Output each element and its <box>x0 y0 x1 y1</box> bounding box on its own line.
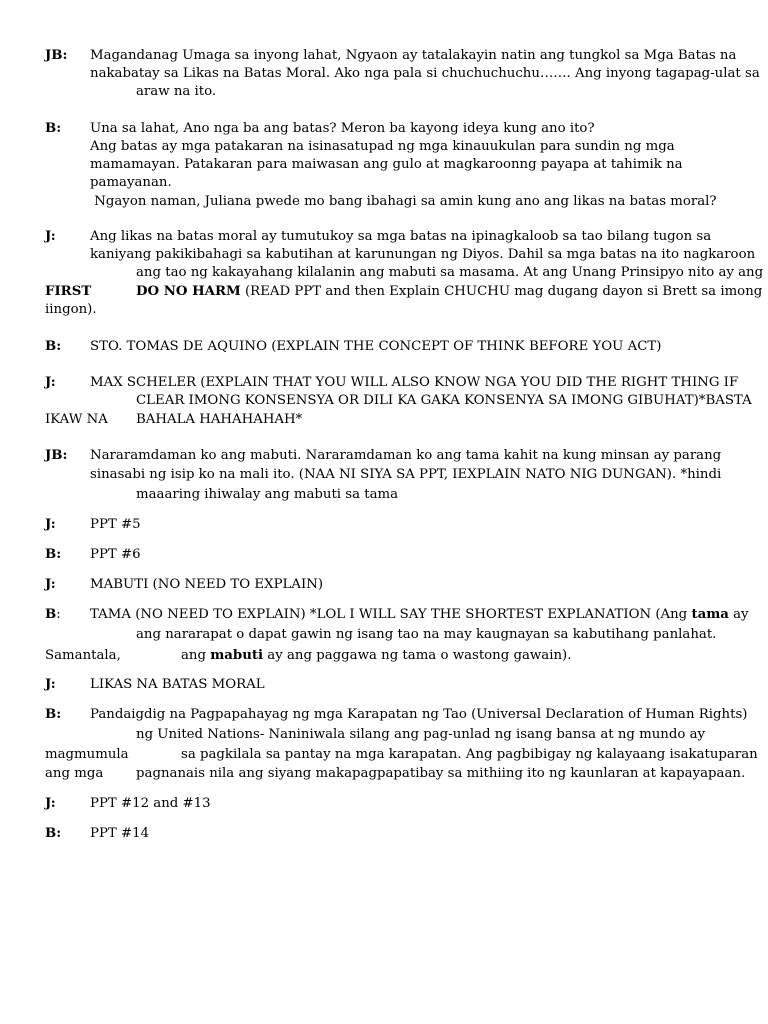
speaker-label: J: <box>45 577 56 592</box>
speaker-label: JB: <box>45 448 68 463</box>
entry-line <box>181 647 571 665</box>
entry-line: sinasabi ng isip ko na mali ito. (NAA NI SIYA SA PPT, IEXPLAIN NATO NIG DUNGAN). *hindi <box>90 467 722 482</box>
entry-line: PPT #14 <box>90 826 150 841</box>
entry-line: Ngayon naman, Juliana pwede mo bang ibahagi sa amin kung ano ang likas na batas moral? <box>90 194 717 209</box>
entry-line: ng United Nations- Naniniwala silang ang pag-unlad ng isang bansa at ng mundo ay <box>136 727 706 742</box>
entry-line: kaniyang pakikibahagi sa kabutihan at karunungan ng Diyos. Dahil sa mga batas na ito nagkaroon <box>90 247 756 262</box>
text-segment: ay ang paggawa ng tama o wastong gawain). <box>263 648 572 663</box>
speaker-label: B: <box>45 547 62 562</box>
entry-line <box>90 606 749 624</box>
speaker-label <box>45 606 61 624</box>
speaker-label: B: <box>45 826 62 841</box>
entry-line: PPT #6 <box>90 547 141 562</box>
entry-line: mamamayan. Patakaran para maiwasan ang gulo at magkaroonng payapa at tahimik na <box>90 157 683 172</box>
entry-line: MABUTI (NO NEED TO EXPLAIN) <box>90 577 324 592</box>
bold-word: tama <box>691 607 729 622</box>
entry-line: Ang batas ay mga patakaran na isinasatupad ng mga kinauukulan para sundin ng mga <box>90 139 675 154</box>
entry-line <box>136 283 762 301</box>
speaker-label: B: <box>45 339 62 354</box>
entry-line: Magandanag Umaga sa inyong lahat, Ngyaon ay tatalakayin natin ang tungkol sa Mga Batas na <box>90 48 737 63</box>
entry-line: ang tao ng kakayahang kilalanin ang mabuti sa masama. At ang Unang Prinsipyo nito ay ang <box>136 265 764 280</box>
text-segment: ay <box>728 607 749 622</box>
entry-line: PPT #12 and #13 <box>90 796 211 811</box>
entry-line: ang nararapat o dapat gawin ng isang tao na may kaugnayan sa kabutihang panlahat. <box>136 627 717 642</box>
first-label: FIRST <box>45 284 92 299</box>
text-segment: ang <box>181 648 211 663</box>
entry-line: Pandaigdig na Pagpapahayag ng mga Karapatan ng Tao (Universal Declaration of Human Rights) <box>90 707 748 722</box>
speaker-label: J: <box>45 517 56 532</box>
speaker-colon: : <box>56 607 61 622</box>
entry-line: Una sa lahat, Ano nga ba ang batas? Meron ba kayong ideya kung ano ito? <box>90 121 595 136</box>
text-segment: TAMA (NO NEED TO EXPLAIN) *LOL I WILL SAY THE SHORTEST EXPLANATION (Ang <box>90 607 692 622</box>
entry-line: Nararamdaman ko ang mabuti. Nararamdaman ko ang tama kahit na kung minsan ay parang <box>90 448 722 463</box>
entry-line: MAX SCHELER (EXPLAIN THAT YOU WILL ALSO KNOW NGA YOU DID THE RIGHT THING IF <box>90 375 739 390</box>
entry-line: pagnanais nila ang siyang makapagpapatibay sa mithiing ito ng kaunlaran at kapayapaan. <box>136 766 746 781</box>
do-no-harm-text: DO NO HARM <box>136 284 241 299</box>
entry-line: maaaring ihiwalay ang mabuti sa tama <box>136 487 399 502</box>
entry-line: araw na ito. <box>136 84 217 99</box>
speaker-label: J: <box>45 677 56 692</box>
entry-line: Ang likas na batas moral ay tumutukoy sa mga batas na ipinagkaloob sa tao bilang tugon sa <box>90 229 712 244</box>
entry-line: ang mga <box>45 766 104 781</box>
entry-line: pamayanan. <box>90 175 172 190</box>
bold-word: mabuti <box>210 648 264 663</box>
speaker-label: J: <box>45 375 56 390</box>
speaker-label: B: <box>45 121 62 136</box>
speaker-label: B: <box>45 707 62 722</box>
speaker-label: JB: <box>45 48 68 63</box>
entry-line: CLEAR IMONG KONSENSYA OR DILI KA GAKA KONSENYA SA IMONG GIBUHAT)*BASTA <box>136 393 752 408</box>
entry-line: LIKAS NA BATAS MORAL <box>90 677 265 692</box>
entry-line: IKAW NA <box>45 412 108 427</box>
entry-line: BAHALA HAHAHAHAH* <box>136 412 303 427</box>
entry-line: STO. TOMAS DE AQUINO (EXPLAIN THE CONCEPT OF THINK BEFORE YOU ACT) <box>90 339 662 354</box>
speaker-label: J: <box>45 229 56 244</box>
speaker-label: J: <box>45 796 56 811</box>
speaker-letter: B <box>45 607 57 622</box>
do-no-harm-rest: (READ PPT and then Explain CHUCHU mag dugang dayon si Brett sa imong <box>240 284 763 299</box>
entry-line: iingon). <box>45 302 97 317</box>
entry-line: nakabatay sa Likas na Batas Moral. Ako nga pala si chuchuchuchu……. Ang inyong tagapag-ulat sa <box>90 66 760 81</box>
entry-line: sa pagkilala sa pantay na mga karapatan. Ang pagbibigay ng kalayaang isakatuparan <box>181 747 758 762</box>
entry-line: Samantala, <box>45 648 121 663</box>
entry-line: magmumula <box>45 747 129 762</box>
entry-line: PPT #5 <box>90 517 141 532</box>
